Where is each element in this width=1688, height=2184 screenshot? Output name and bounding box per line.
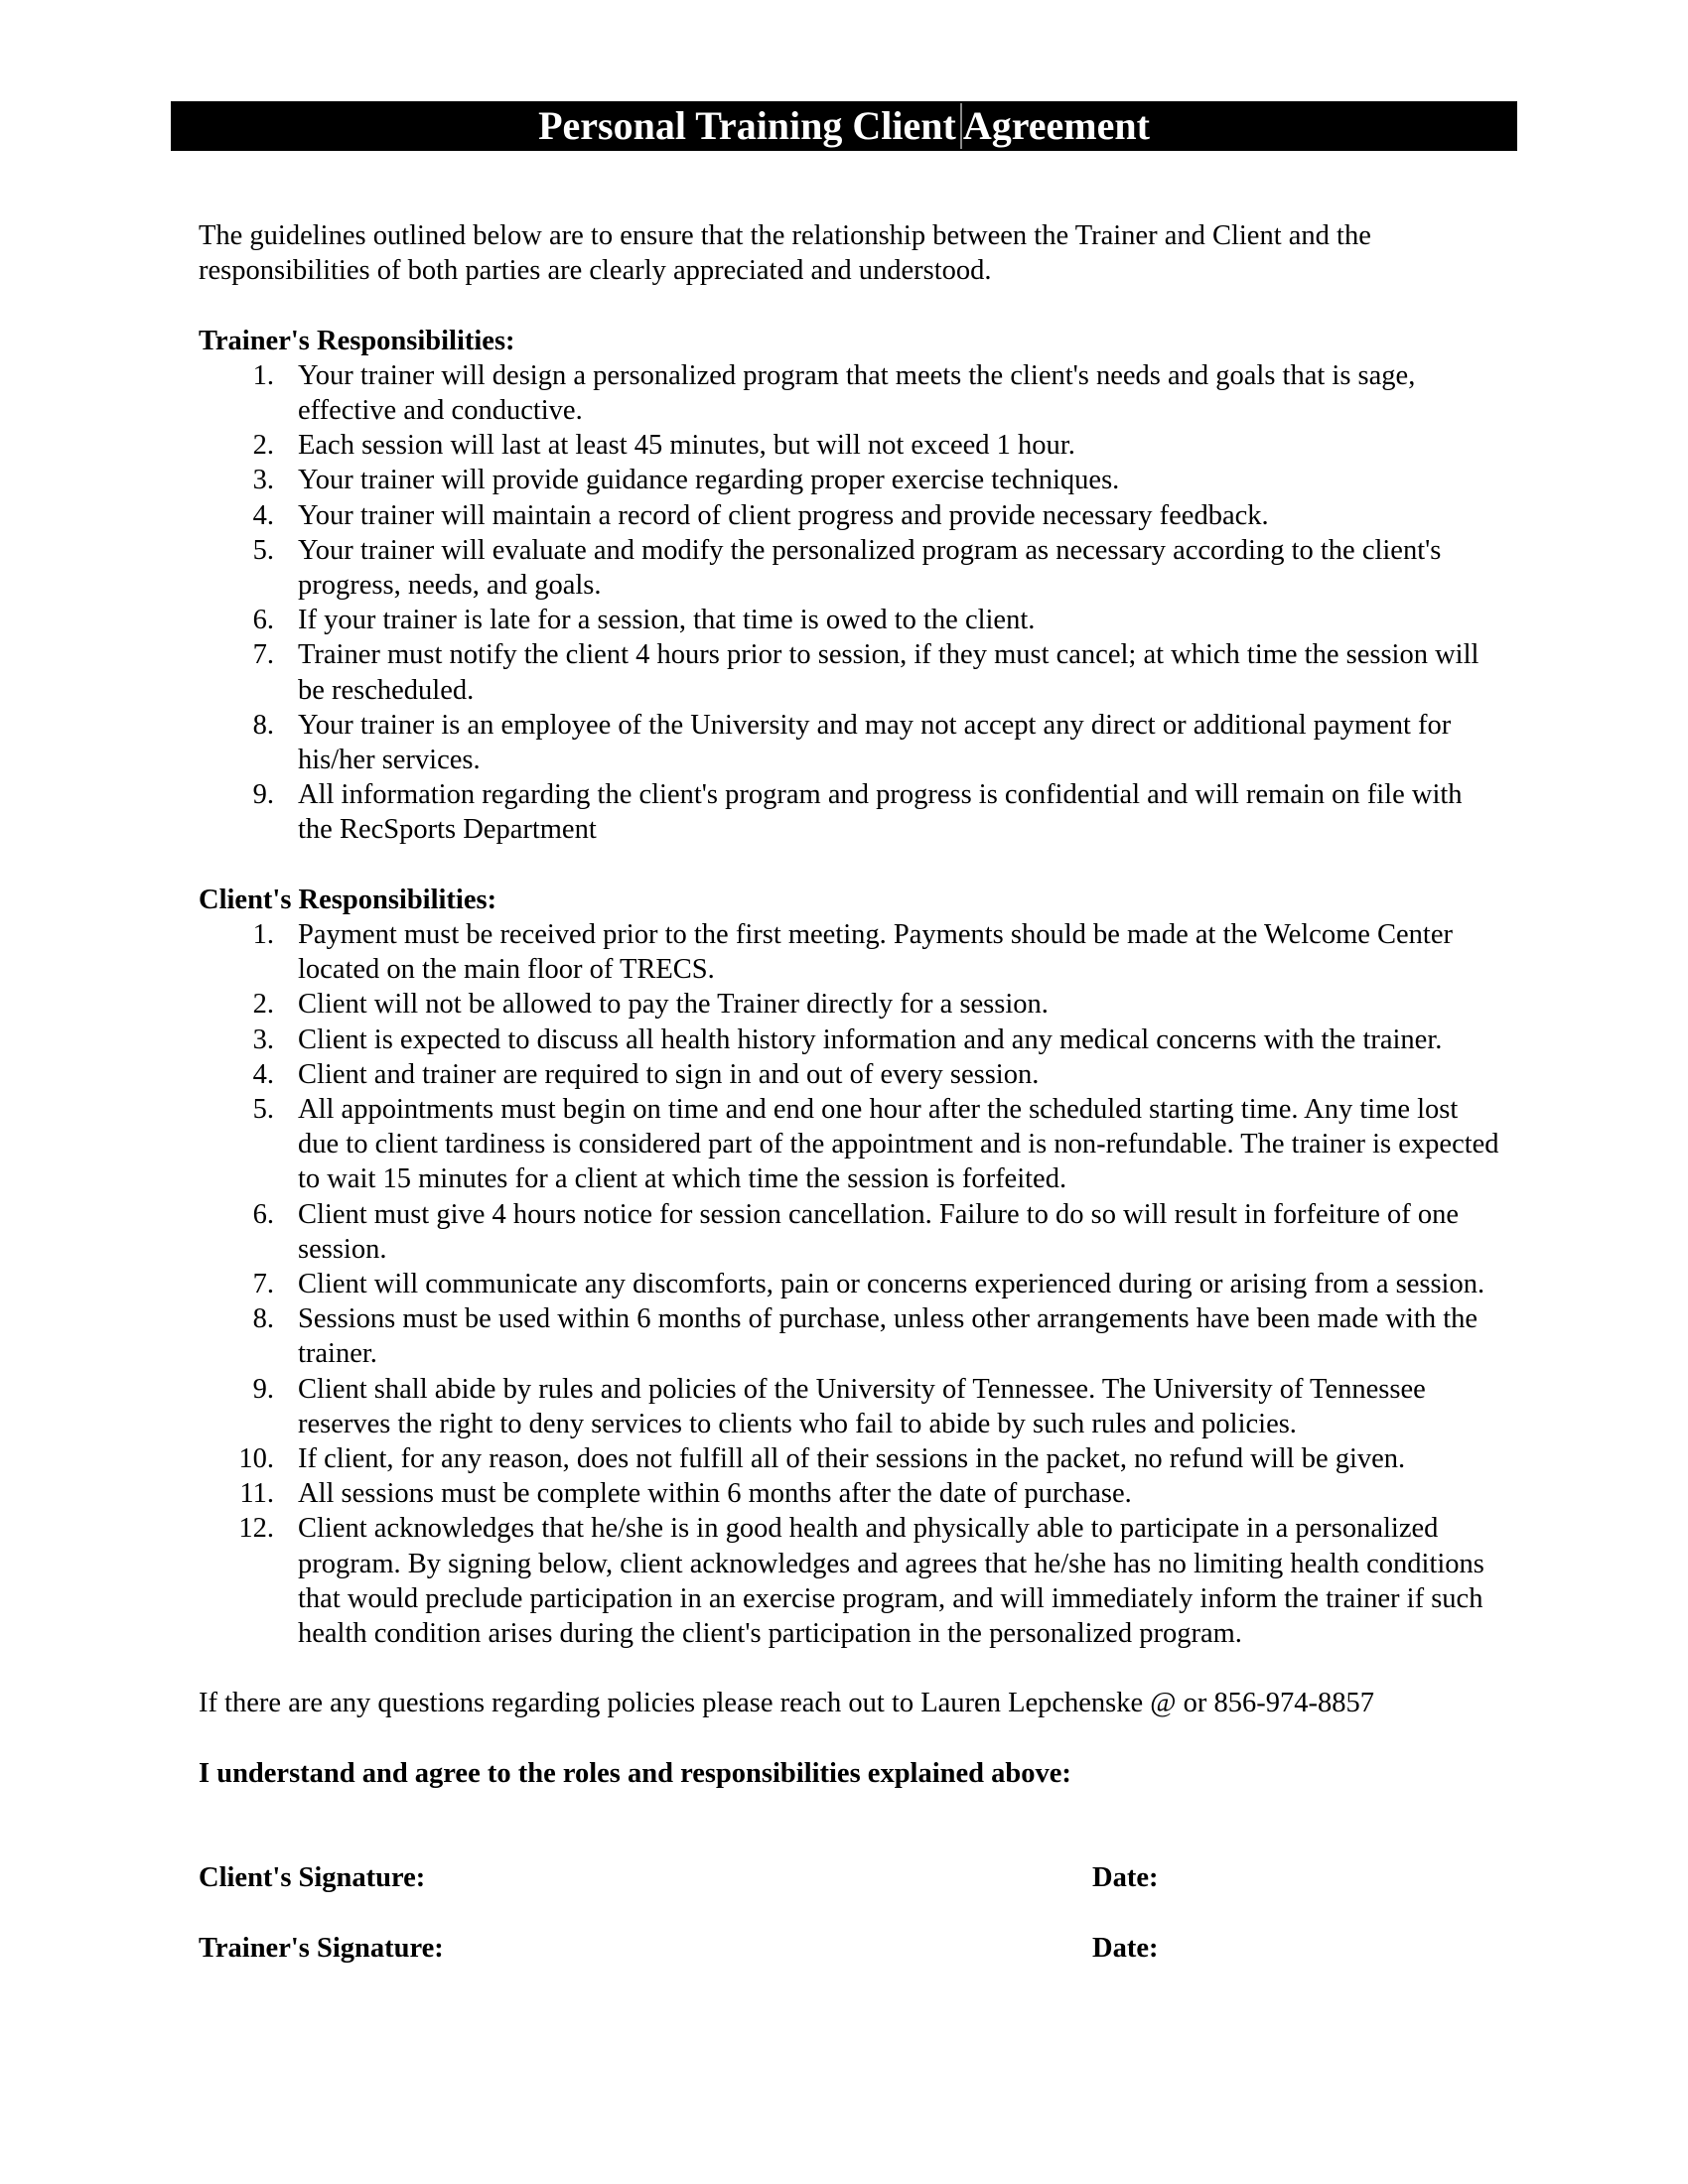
list-item: 1. Payment must be received prior to the first meeting. Payments should be made at the Welcome Center located on the main floor of TRECS. xyxy=(252,919,1453,986)
list-item: 4. Client and trainer are required to sign in and out of every session. xyxy=(252,1058,1040,1090)
list-item: 1. Your trainer will design a personalized program that meets the client's needs and goals that is sage, effective and conductive. xyxy=(252,359,1416,426)
list-item: 10. If client, for any reason, does not fulfill all of their sessions in the packet, no refund will be given. xyxy=(238,1443,1406,1475)
list-item: 9. Client shall abide by rules and policies of the University of Tennessee. The University of Tennessee reserves the right to deny services to clients who fail to abide by such rules and policies. xyxy=(252,1373,1426,1439)
client-date-label: Date: xyxy=(1092,1862,1159,1894)
trainer-signature-label: Trainer's Signature: xyxy=(199,1932,444,1964)
list-item: 2. Client will not be allowed to pay the Trainer directly for a session. xyxy=(252,989,1049,1021)
list-item: 8. Your trainer is an employee of the University and may not accept any direct or additional payment for his/her services. xyxy=(252,709,1452,776)
list-item: 12. Client acknowledges that he/she is in good health and physically able to participate in a personalized program. By signing below, client acknowledges and agrees that he/she has no limiting health conditions that would preclude participation in an exercise program, and will immediately inform the trainer if such health condition arises during the client's participation in the personalized program. xyxy=(238,1513,1484,1650)
list-item: 5. All appointments must begin on time and end one hour after the scheduled starting time. Any time lost due to client tardiness is considered part of the appointment and is non-refundable. The trainer is expected to wait 15 minutes for a client at which time the session is forfeited. xyxy=(252,1094,1499,1195)
list-item: 7. Client will communicate any discomforts, pain or concerns experienced during or arising from a session. xyxy=(252,1269,1485,1300)
document-title-bar xyxy=(171,101,1517,151)
trainer-date-label: Date: xyxy=(1092,1932,1159,1964)
list-item: 3. Client is expected to discuss all health history information and any medical concerns with the trainer. xyxy=(252,1024,1443,1055)
text-cursor-icon xyxy=(960,103,962,149)
client-signature-row[interactable] xyxy=(199,1860,1499,1895)
list-item: 4. Your trainer will maintain a record of client progress and provide necessary feedback. xyxy=(252,499,1269,531)
list-item: 11. All sessions must be complete within 6 months after the date of purchase. xyxy=(239,1478,1132,1510)
trainer-responsibilities-list xyxy=(199,358,1499,848)
list-item: 7. Trainer must notify the client 4 hours prior to session, if they must cancel; at which time the session will be rescheduled. xyxy=(252,639,1479,706)
client-signature-label: Client's Signature: xyxy=(199,1862,426,1894)
document-body xyxy=(199,218,1499,1966)
contact-paragraph: If there are any questions regarding policies please reach out to Lauren Lepchenske @ or 856-974-8857 xyxy=(199,1688,1375,1719)
list-item: 2. Each session will last at least 45 minutes, but will not exceed 1 hour. xyxy=(252,430,1075,462)
list-item: 6. If your trainer is late for a session, that time is owed to the client. xyxy=(252,605,1036,636)
list-item: 9. All information regarding the client's program and progress is confidential and will remain on file with the RecSports Department xyxy=(252,779,1463,846)
list-item: 5. Your trainer will evaluate and modify the personalized program as necessary according to the client's progress, needs, and goals. xyxy=(252,534,1442,602)
document-title-part2: Agreement xyxy=(962,103,1150,148)
list-item: 8. Sessions must be used within 6 months of purchase, unless other arrangements have been made with the trainer. xyxy=(252,1303,1478,1370)
client-responsibilities-heading: Client's Responsibilities: xyxy=(199,884,497,915)
trainer-responsibilities-heading: Trainer's Responsibilities: xyxy=(199,325,515,356)
list-item: 6. Client must give 4 hours notice for session cancellation. Failure to do so will result in forfeiture of one session. xyxy=(252,1198,1460,1265)
list-item: 3. Your trainer will provide guidance regarding proper exercise techniques. xyxy=(252,465,1120,496)
trainer-signature-row[interactable] xyxy=(199,1931,1499,1966)
intro-paragraph: The guidelines outlined below are to ensure that the relationship between the Trainer and Client and the responsibilities of both parties are clearly appreciated and understood. xyxy=(199,220,1371,287)
client-responsibilities-list xyxy=(199,917,1499,1651)
agreement-statement: I understand and agree to the roles and responsibilities explained above: xyxy=(199,1757,1071,1789)
document-title-part1: Personal Training Client xyxy=(538,103,956,148)
